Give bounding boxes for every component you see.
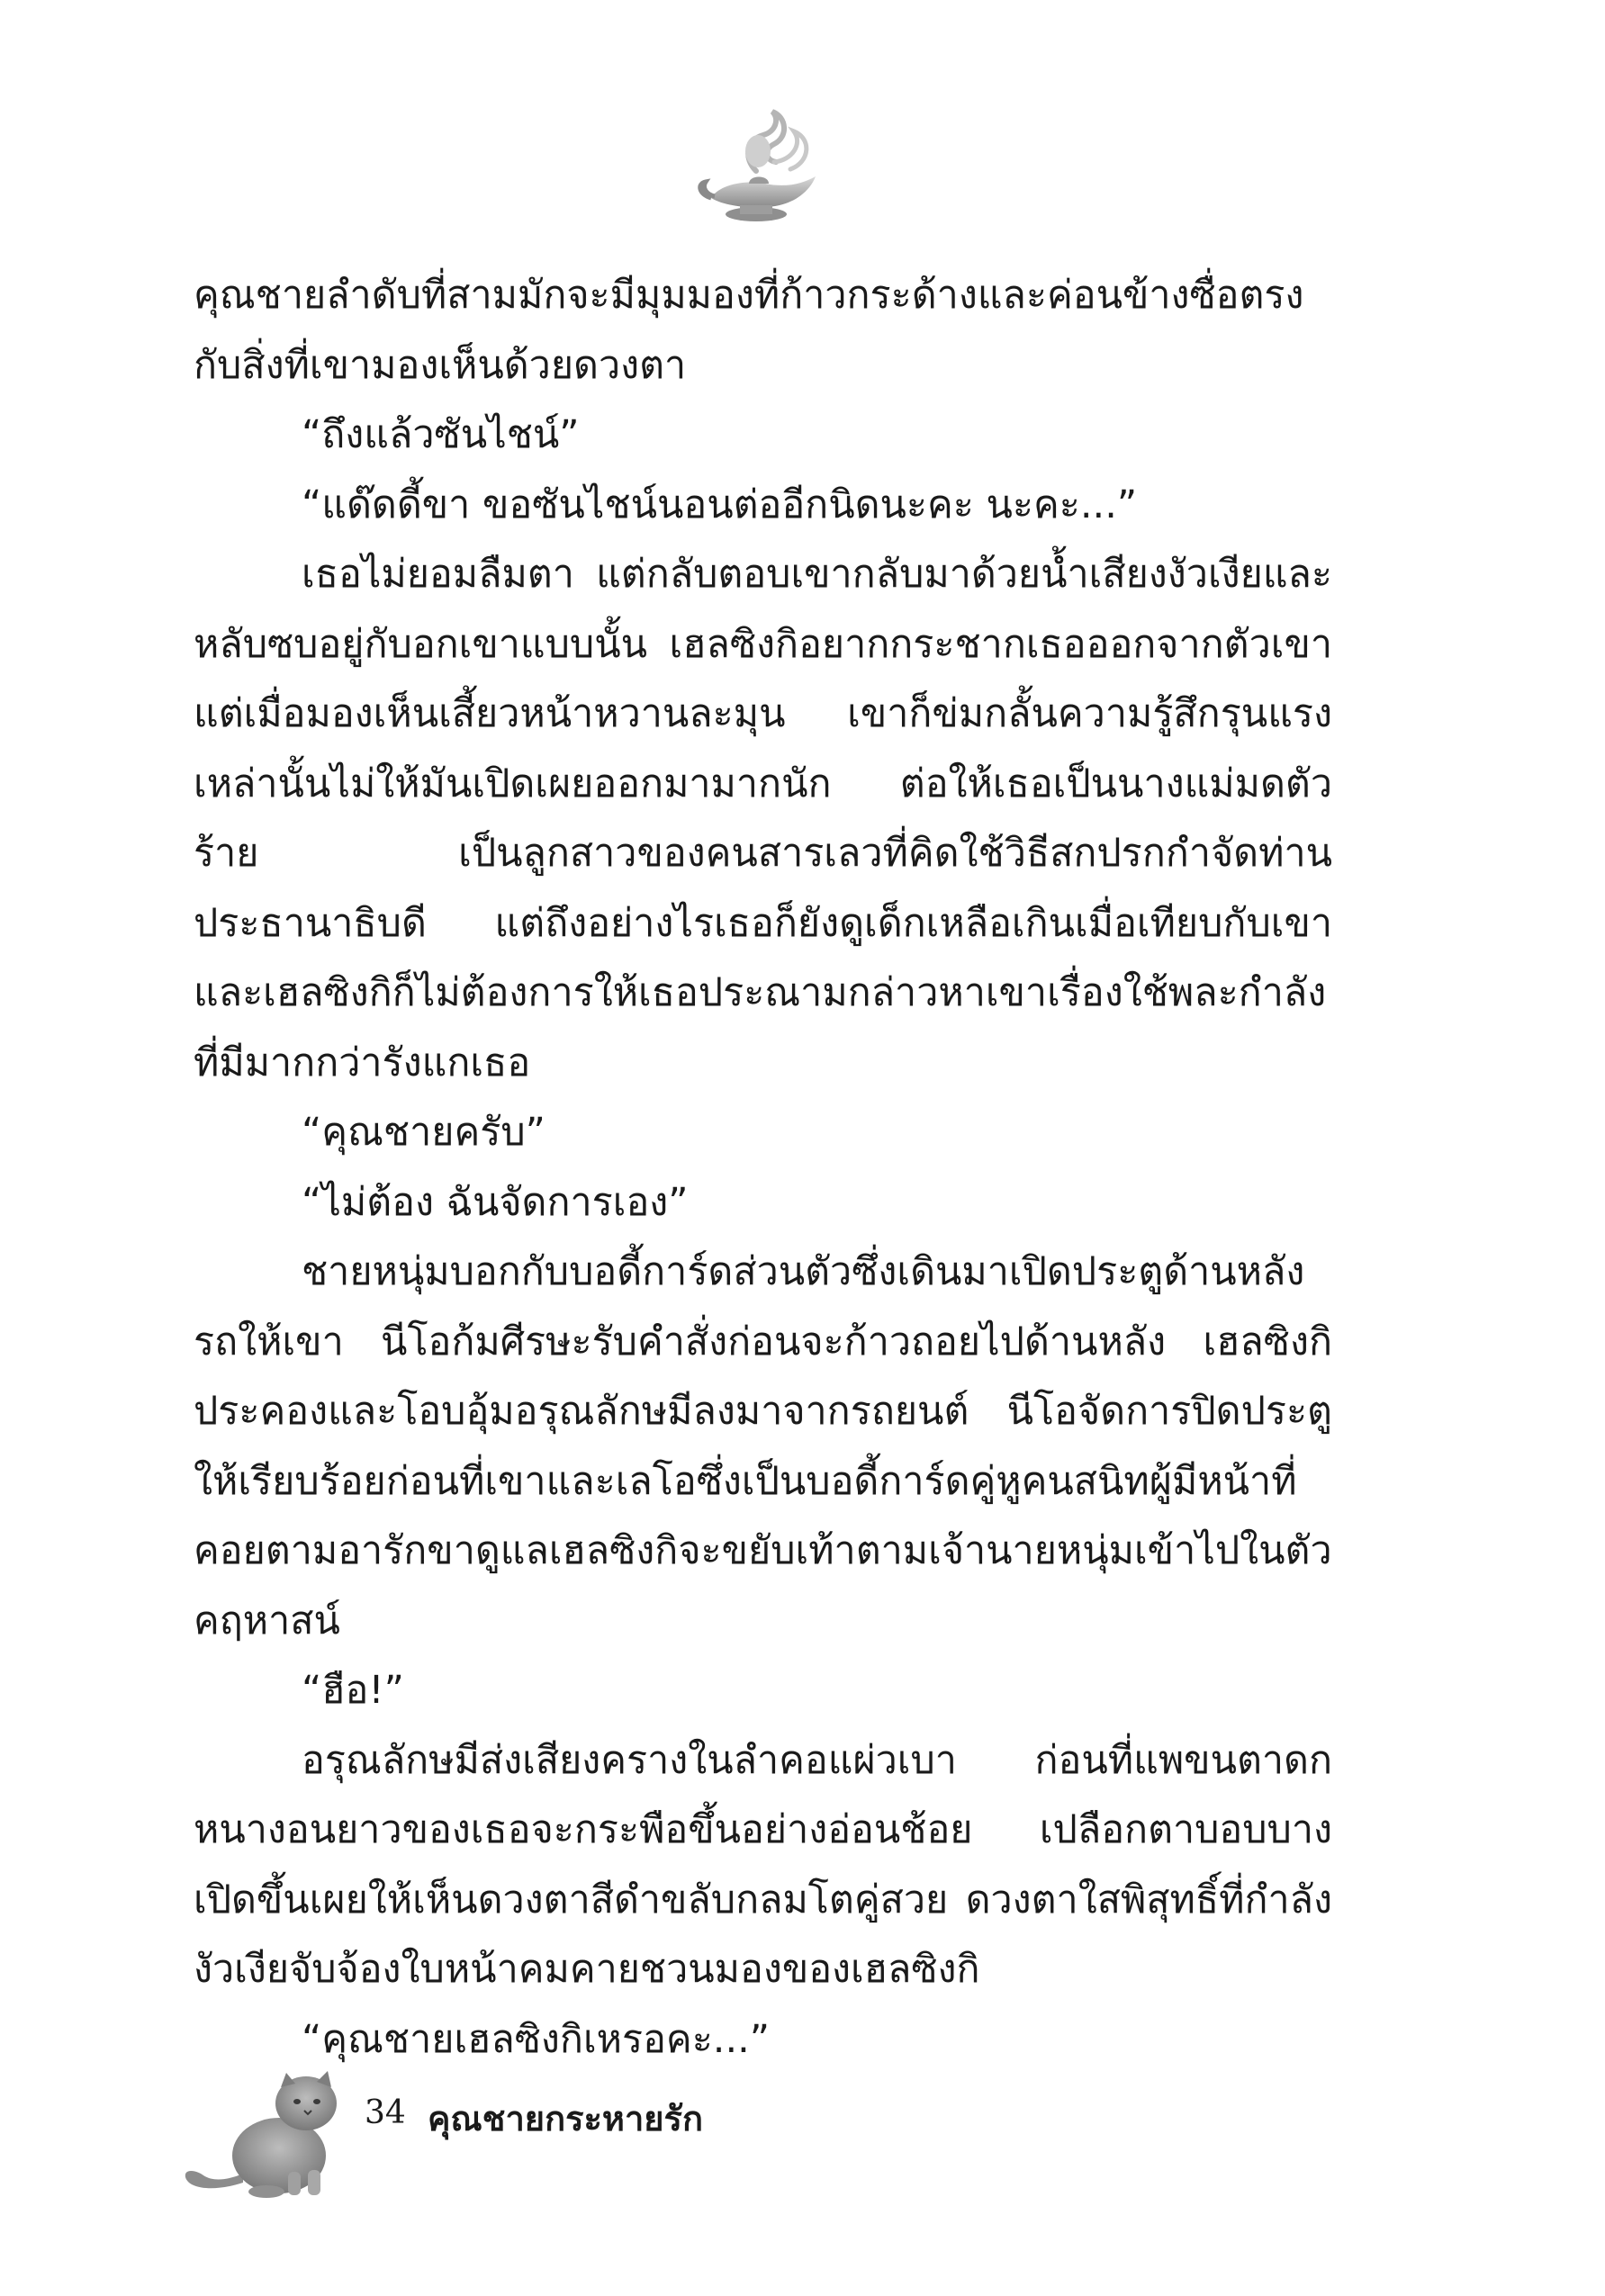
paragraph-4: เธอไม่ยอมลืมตา แต่กลับตอบเขากลับมาด้วยน้ำเสียงงัวเงียและหลับซบอยู่กับอกเขาแบบนั้น เฮลซิงกิอยากกระชากเธอออกจากตัวเขา แต่เมื่อมองเห็นเสี้ยวหน้าหวานละมุน เขาก็ข่มกลั้นความรู้สึกรุนแรงเหล่านั้นไม่ให้มันเปิดเผยออกมามากนัก ต่อให้เธอเป็นนางแม่มดตัวร้าย เป็นลูกสาวของคนสารเลวที่คิดใช้วิธีสกปรกกำจัดท่านประธานาธิบดี แต่ถึงอย่างไรเธอก็ยังดูเด็กเหลือเกินเมื่อเทียบกับเขา และเฮลซิงกิก็ไม่ต้องการให้เธอประณามกล่าวหาเขาเรื่องใช้พละกำลังที่มีมากกว่ารังแกเธอ [194,552,1332,1085]
body-text [194,261,1332,2075]
paragraph-9: อรุณลักษมีส่งเสียงครางในลำคอแผ่วเบา ก่อนที่แพขนตาดกหนางอนยาวของเธอจะกระพือขึ้นอย่างอ่อนช้อย เปลือกตาบอบบางเปิดขึ้นเผยให้เห็นดวงตาสีดำขลับกลมโตคู่สวย ดวงตาใสพิสุทธิ์ที่กำลังงัวเงียจับจ้องใบหน้าคมคายชวนมองของเฮลซิงกิ [194,1737,1332,1992]
paragraph-2: “ถึงแล้วซันไชน์” [302,412,580,457]
paragraph-7: ชายหนุ่มบอกกับบอดี้การ์ดส่วนตัวซึ่งเดินมาเปิดประตูด้านหลังรถให้เขา นีโอก้มศีรษะรับคำสั่งก่อนจะก้าวถอยไปด้านหลัง เฮลซิงกิประคองและโอบอุ้มอรุณลักษมีลงมาจากรถยนต์ นีโอจัดการปิดประตูให้เรียบร้อยก่อนที่เขาและเลโอซึ่งเป็นบอดี้การ์ดคู่หูคนสนิทผู้มีหน้าที่คอยตามอารักขาดูแลเฮลซิงกิจะขยับเท้าตามเจ้านายหนุ่มเข้าไปในตัวคฤหาสน์ [194,1249,1332,1643]
paragraph-10: “คุณชายเฮลซิงกิเหรอคะ...” [302,2016,771,2062]
paragraph-3: “แด๊ดดี้ขา ขอซันไชน์นอนต่ออีกนิดนะคะ นะคะ...” [302,482,1138,527]
page-number: 34 [365,2094,406,2131]
paragraph-6: “ไม่ต้อง ฉันจัดการเอง” [302,1179,689,1225]
page-footer [180,2057,1350,2219]
paragraph-1: คุณชายลำดับที่สามมักจะมีมุมมองที่ก้าวกระด้างและค่อนข้างซื่อตรงกับสิ่งที่เขามองเห็นด้วยดวงตา [194,273,1304,388]
paragraph-8: “ฮือ!” [302,1668,404,1713]
genie-lamp-icon [693,108,828,234]
paragraph-5: “คุณชายครับ” [302,1110,546,1155]
cat-icon [180,2057,360,2201]
running-title: คุณชายกระหายรัก [428,2099,703,2138]
